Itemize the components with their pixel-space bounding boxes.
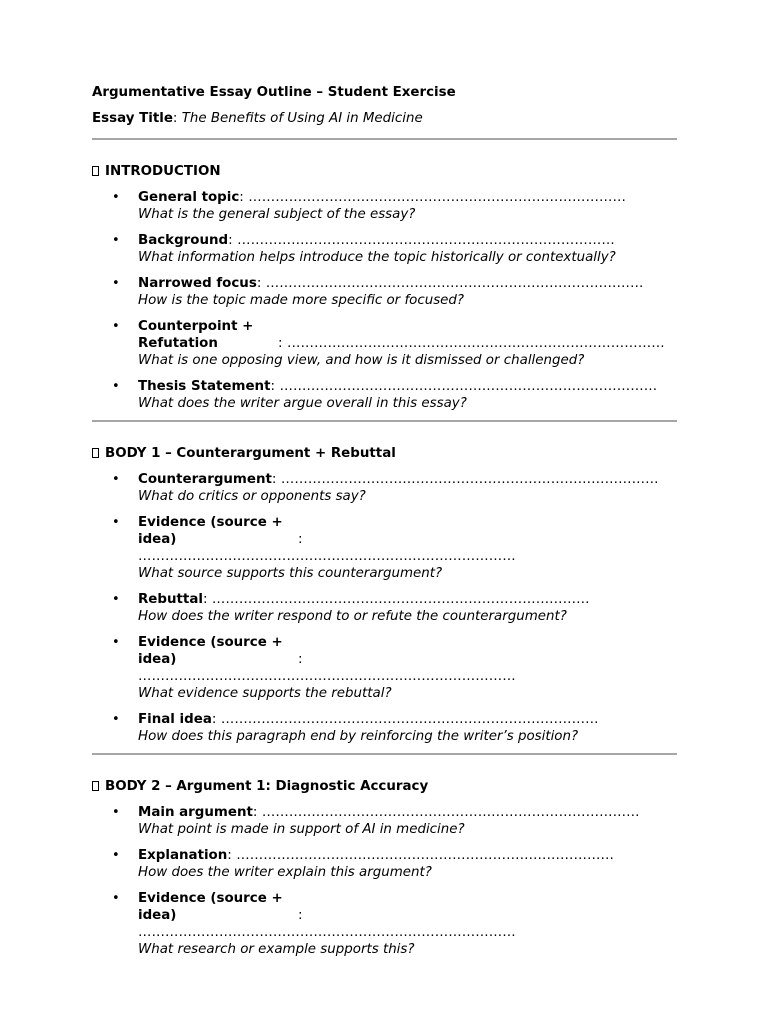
- section-body-1: [92, 422, 677, 753]
- essay-title-value: The Benefits of Using AI in Medicine: [181, 111, 423, 126]
- bullet-icon: •: [112, 276, 120, 291]
- item-label: Main argument: [138, 805, 253, 820]
- item-label: Explanation: [138, 848, 228, 863]
- essay-title-label: Essay Title: [92, 111, 173, 126]
- item-question: What is one opposing view, and how is it dismissed or challenged?: [138, 353, 585, 368]
- section-heading-text: BODY 2 – Argument 1: Diagnostic Accuracy: [105, 778, 429, 794]
- bullet-icon: •: [112, 515, 120, 530]
- bullet-icon: •: [112, 233, 120, 248]
- item-label: Evidence (source + idea): [138, 635, 283, 667]
- essay-title: [92, 110, 677, 130]
- fill-in-blank[interactable]: : …………………………………………………………………………: [278, 336, 665, 351]
- item-label: Counterargument: [138, 472, 272, 487]
- item-label: General topic: [138, 190, 240, 205]
- fill-in-blank[interactable]: : …………………………………………………………………………: [211, 712, 599, 727]
- item-question: What evidence supports the rebuttal?: [138, 686, 392, 701]
- document-heading: Argumentative Essay Outline – Student Exercise: [92, 85, 456, 100]
- section-heading-text: BODY 1 – Counterargument + Rebuttal: [105, 445, 396, 461]
- item-question: How is the topic made more specific or focused?: [138, 293, 465, 308]
- bullet-icon: •: [112, 848, 120, 863]
- section-heading: [92, 162, 677, 180]
- fill-in-blank[interactable]: : …………………………………………………………………………: [138, 908, 516, 940]
- section-introduction: [92, 140, 677, 420]
- list-item: [92, 847, 677, 881]
- outline-list: [92, 804, 677, 958]
- section-heading: [92, 777, 677, 795]
- list-item: [92, 189, 677, 223]
- document-content: [92, 84, 677, 966]
- list-item: [92, 804, 677, 838]
- fill-in-blank[interactable]: : …………………………………………………………………………: [271, 472, 659, 487]
- bullet-icon: •: [112, 635, 120, 650]
- bullet-icon: •: [112, 379, 120, 394]
- item-question: What information helps introduce the topic historically or contextually?: [138, 250, 616, 265]
- checkbox-icon: [92, 781, 99, 791]
- checkbox-icon: [92, 448, 99, 458]
- bullet-icon: •: [112, 319, 120, 334]
- list-item: [92, 232, 677, 266]
- bullet-icon: •: [112, 592, 120, 607]
- fill-in-blank[interactable]: : …………………………………………………………………………: [256, 276, 644, 291]
- list-item: [92, 275, 677, 309]
- list-item: [92, 634, 677, 702]
- item-label: Evidence (source + idea): [138, 891, 283, 923]
- item-question: How does the writer explain this argument?: [138, 865, 432, 880]
- checkbox-icon: [92, 166, 99, 176]
- bullet-icon: •: [112, 805, 120, 820]
- fill-in-blank[interactable]: : …………………………………………………………………………: [252, 805, 640, 820]
- list-item: [92, 378, 677, 412]
- fill-in-blank[interactable]: : …………………………………………………………………………: [228, 233, 615, 248]
- fill-in-blank[interactable]: : …………………………………………………………………………: [202, 592, 590, 607]
- section-body-2: [92, 755, 677, 966]
- item-question: How does this paragraph end by reinforcing the writer’s position?: [138, 729, 579, 744]
- fill-in-blank[interactable]: : …………………………………………………………………………: [138, 532, 516, 564]
- outline-list: [92, 189, 677, 412]
- item-label: Thesis Statement: [138, 379, 271, 394]
- fill-in-blank[interactable]: : …………………………………………………………………………: [138, 652, 516, 684]
- item-question: How does the writer respond to or refute the counterargument?: [138, 609, 567, 624]
- list-item: [92, 318, 677, 369]
- item-label: Counterpoint + Refutation: [138, 319, 254, 351]
- item-question: What point is made in support of AI in medicine?: [138, 822, 465, 837]
- item-label: Background: [138, 233, 229, 248]
- bullet-icon: •: [112, 472, 120, 487]
- bullet-icon: •: [112, 190, 120, 205]
- item-label: Rebuttal: [138, 592, 203, 607]
- item-label: Final idea: [138, 712, 212, 727]
- item-label: Evidence (source + idea): [138, 515, 283, 547]
- item-question: What is the general subject of the essay?: [138, 207, 416, 222]
- section-heading-text: INTRODUCTION: [105, 163, 221, 179]
- fill-in-blank[interactable]: : …………………………………………………………………………: [270, 379, 658, 394]
- list-item: [92, 711, 677, 745]
- list-item: [92, 514, 677, 582]
- bullet-icon: •: [112, 712, 120, 727]
- list-item: [92, 471, 677, 505]
- section-heading: [92, 444, 677, 462]
- list-item: [92, 890, 677, 958]
- outline-list: [92, 471, 677, 745]
- list-item: [92, 591, 677, 625]
- item-question: What do critics or opponents say?: [138, 489, 366, 504]
- bullet-icon: •: [112, 891, 120, 906]
- item-label: Narrowed focus: [138, 276, 257, 291]
- fill-in-blank[interactable]: : …………………………………………………………………………: [239, 190, 627, 205]
- fill-in-blank[interactable]: : …………………………………………………………………………: [227, 848, 615, 863]
- item-question: What does the writer argue overall in this essay?: [138, 396, 467, 411]
- essay-title-separator: :: [172, 111, 182, 126]
- item-question: What source supports this counterargument?: [138, 566, 443, 581]
- item-question: What research or example supports this?: [138, 942, 415, 957]
